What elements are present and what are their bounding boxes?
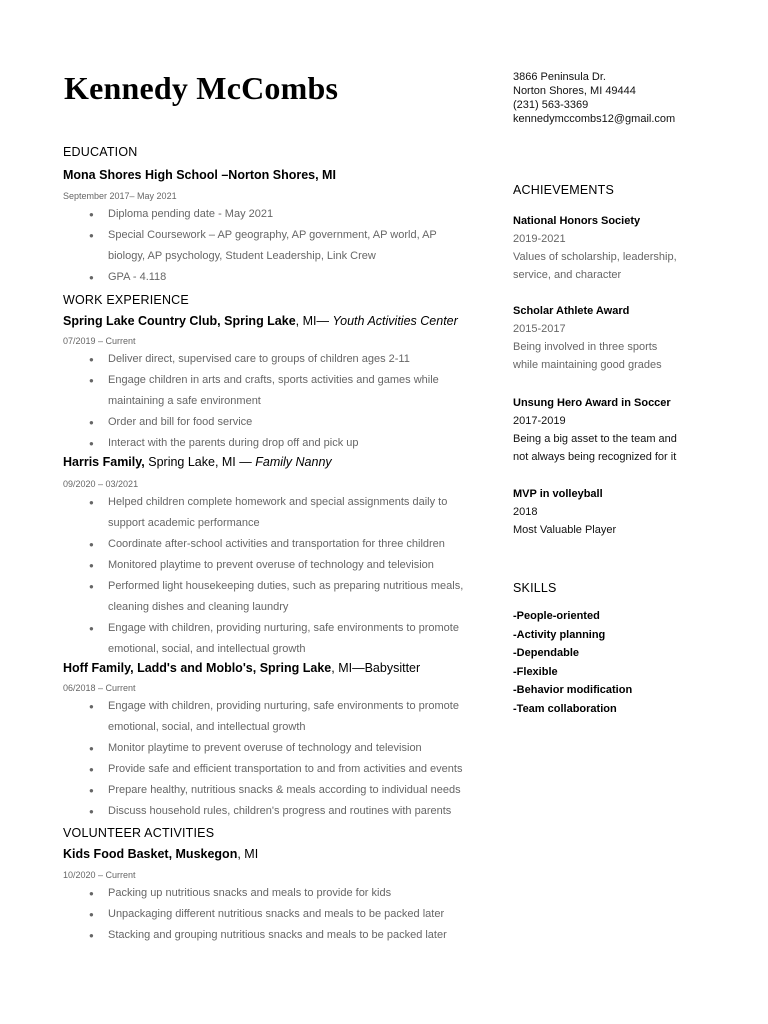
list-item: ● Coordinate after-school activities and transportation for three children [89,534,483,555]
achievement-desc: while maintaining good grades [513,359,662,371]
achievement-desc: Most Valuable Player [513,524,617,536]
achievement-years: 2019-2021 [513,233,566,245]
achievement-desc: Values of scholarship, leadership, [513,251,677,263]
achievement-item [513,302,713,374]
contact-block [513,70,675,126]
achievement-title: National Honors Society [513,215,641,227]
achievement-desc: Being a big asset to the team and [513,433,677,445]
list-item: ● Interact with the parents during drop off and pick up [89,433,483,454]
list-item: ● Stacking and grouping nutritious snacks and meals to be packed later [89,925,483,946]
job-bullets [63,492,483,660]
skill-item: -Dependable [513,647,580,659]
volunteer-title: Kids Food Basket, Muskegon, MI [63,847,259,861]
main-column [63,143,483,946]
list-item: ● Special Coursework – AP geography, AP government, AP world, AP [89,225,483,246]
email-address: kennedymccombs12@gmail.com [513,113,676,125]
list-item: ● Monitor playtime to prevent overuse of technology and television [89,738,483,759]
job-title: Spring Lake Country Club, Spring Lake, MI— Youth Activities Center [63,314,458,328]
list-item: ● Prepare healthy, nutritious snacks & meals according to individual needs [89,780,483,801]
list-item: ● Order and bill for food service [89,412,483,433]
work-heading: WORK EXPERIENCE [63,293,189,307]
skill-item: -Team collaboration [513,702,617,715]
volunteer-bullets [63,883,483,946]
list-item-continuation: biology, AP psychology, Student Leadership, Link Crew [108,250,376,262]
list-item: ● Unpackaging different nutritious snacks and meals to be packed later [89,904,483,925]
achievement-desc: service, and character [513,269,622,281]
job-date: 07/2019 – Current [63,336,136,346]
list-item-continuation: maintaining a safe environment [108,395,261,407]
candidate-name: Kennedy McCombs [64,70,339,106]
education-bullets [63,204,483,288]
achievement-title: MVP in volleyball [513,488,603,500]
achievement-item [513,212,713,284]
address-line-1: 3866 Peninsula Dr. [513,71,606,83]
list-item-continuation: cleaning dishes and cleaning laundry [108,601,289,613]
list-item: ● Engage with children, providing nurturing, safe environments to promote [89,618,483,639]
side-column [513,181,713,718]
skills-list [513,607,713,718]
skills-heading: SKILLS [513,581,557,595]
job-bullets [63,349,483,454]
skill-item: -Behavior modification [513,684,633,696]
volunteer-heading: VOLUNTEER ACTIVITIES [63,826,215,840]
job-bullets [63,696,483,822]
achievement-years: 2018 [513,506,538,518]
skill-item: -Flexible [513,665,558,678]
list-item: ● Discuss household rules, children's progress and routines with parents [89,801,483,822]
list-item: ● GPA - 4.118 [89,267,483,288]
list-item: ● Diploma pending date - May 2021 [89,204,483,225]
job-title: Hoff Family, Ladd's and Moblo's, Spring Lake, MI—Babysitter [63,661,421,675]
skill-item: -People-oriented [513,610,600,622]
list-item: ● Provide safe and efficient transportation to and from activities and events [89,759,483,780]
list-item: ● Engage with children, providing nurturing, safe environments to promote [89,696,483,717]
job-title: Harris Family, Spring Lake, MI — Family Nanny [63,455,332,469]
achievement-years: 2017-2019 [513,415,566,427]
achievement-item [513,485,713,539]
list-item: ● Deliver direct, supervised care to groups of children ages 2-11 [89,349,483,370]
list-item-continuation: emotional, social, and intellectual growth [108,643,306,655]
list-item-continuation: emotional, social, and intellectual growth [108,721,306,733]
achievement-years: 2015-2017 [513,323,566,335]
phone-number: (231) 563-3369 [513,99,589,111]
achievement-item [513,394,713,466]
address-line-2: Norton Shores, MI 49444 [513,85,636,97]
achievement-desc: Being involved in three sports [513,341,658,353]
skill-item: -Activity planning [513,628,606,641]
achievement-title: Scholar Athlete Award [513,305,630,317]
education-school: Mona Shores High School –Norton Shores, MI [63,168,336,182]
education-date: September 2017– May 2021 [63,191,177,201]
volunteer-date: 10/2020 – Current [63,870,136,880]
achievement-desc: not always being recognized for it [513,451,677,463]
achievement-title: Unsung Hero Award in Soccer [513,397,671,409]
job-date: 09/2020 – 03/2021 [63,479,139,489]
list-item: ● Engage children in arts and crafts, sports activities and games while [89,370,483,391]
list-item: ● Helped children complete homework and special assignments daily to [89,492,483,513]
achievements-heading: ACHIEVEMENTS [513,183,615,197]
job-date: 06/2018 – Current [63,683,136,693]
list-item: ● Monitored playtime to prevent overuse of technology and television [89,555,483,576]
education-heading: EDUCATION [63,145,138,159]
list-item: ● Performed light housekeeping duties, such as preparing nutritious meals, [89,576,483,597]
list-item-continuation: support academic performance [108,517,260,529]
list-item: ● Packing up nutritious snacks and meals to provide for kids [89,883,483,904]
